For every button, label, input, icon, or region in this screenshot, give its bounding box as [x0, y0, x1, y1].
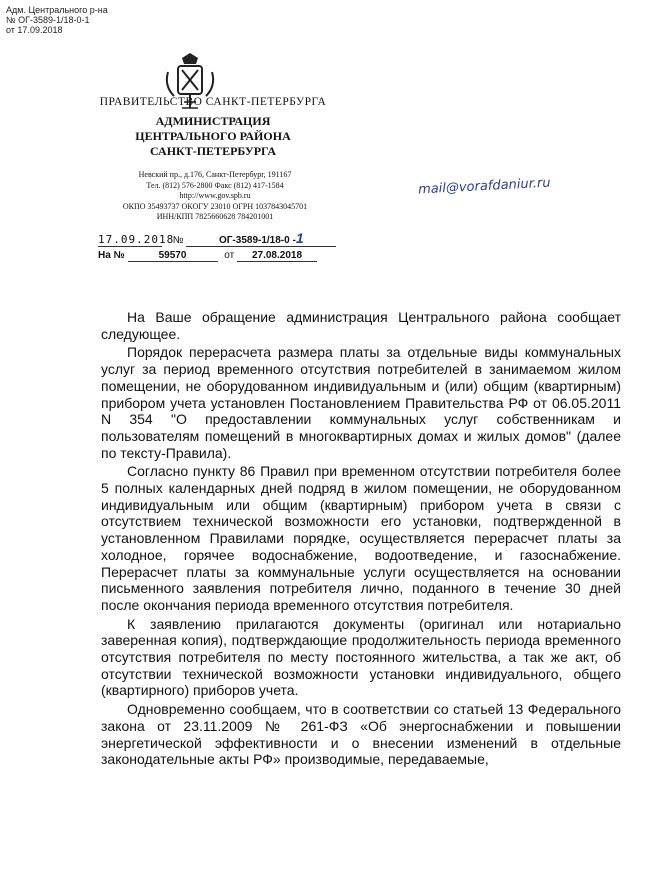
- letter-body: [101, 309, 621, 768]
- registration-stamp: [6, 5, 176, 35]
- outgoing-number: ОГ-3589-1/18-0 -: [218, 235, 296, 246]
- handwritten-email: mail@vorafdaniur.ru: [417, 175, 551, 198]
- paragraph: На Ваше обращение администрация Центрального района сообщает следующее.: [101, 309, 621, 342]
- incoming-number: 59570: [128, 250, 218, 262]
- government-title: ПРАВИТЕЛЬСТВО САНКТ-ПЕТЕРБУРГА: [99, 96, 327, 108]
- paragraph: К заявлению прилагаются документы (оригинал или нотариально заверенная копия), подтверждающие продолжительность периода временного отсутствия потребителя по месту постоянного жительства, а так же акт, об отсутствии технической возможности установки индивидуального, общего (квартирного) приборов учета.: [101, 615, 621, 699]
- admin-title-line: АДМИНИСТРАЦИЯ: [155, 114, 271, 128]
- from-label: от: [224, 250, 235, 261]
- stamp-line: от 17.09.2018: [6, 25, 63, 35]
- number-label: №: [172, 235, 184, 246]
- incoming-number-row: [98, 250, 317, 262]
- stamp-line: Адм. Центрального р-на: [6, 5, 108, 15]
- phone: Тел. (812) 576-2800 Факс (812) 417-1584: [146, 180, 284, 190]
- outgoing-number-field: [186, 230, 336, 247]
- address: Невский пр., д.176, Санкт-Петербург, 191167: [138, 170, 292, 179]
- contacts-block: [90, 170, 340, 223]
- paragraph: Согласно пункту 86 Правил при временном отсутствии потребителя более 5 полных календарных дней подряд в жилом помещении, не оборудованном индивидуальным или общим (квартирным) прибором учета в связи с отсутствием технической возможности его установки, подтвержденной в установленном Правилами порядке, осуществляется перерасчет платы за холодное, горячее водоснабжение, водоотведение, и газоснабжение. Перерасчет платы за коммунальные услуги осуществляется на основании письменного заявления потребителя лично, поданного в течение 30 дней после окончания периода временного отсутствия потребителя.: [101, 463, 621, 613]
- stamp-line: № ОГ-3589-1/18-0-1: [6, 15, 90, 25]
- outgoing-number-hand: 1: [295, 230, 304, 246]
- outgoing-date: 17.09.2018: [98, 233, 175, 246]
- outgoing-number-row: [98, 230, 336, 247]
- admin-title-line: САНКТ-ПЕТЕРБУРГА: [149, 144, 277, 158]
- paragraph: Порядок перерасчета размера платы за отдельные виды коммунальных услуг за период временного отсутствия потребителей в занимаемом жилом помещении, не оборудованном индивидуальным и (или) общим (квартирным) прибором учета установлен Постановлением Правительства РФ от 06.05.2011 N 354 "О предоставлении коммунальных услуг собственникам и пользователям помещений в многоквартирных домах и жилых домов" (далее по тексту-Правила).: [101, 344, 621, 461]
- inn-kpp: ИНН/КПП 7825660628 784201001: [156, 212, 274, 221]
- org-codes: ОКПО 35493737 ОКОГУ 23010 ОГРН 1037843045701: [122, 201, 308, 211]
- website: http://www.gov.spb.ru: [179, 191, 251, 200]
- incoming-date: 27.08.2018: [237, 250, 317, 262]
- letterhead: [78, 96, 348, 159]
- paragraph: Одновременно сообщаем, что в соответствии со статьей 13 Федерального закона от 23.11.2009 № 261-ФЗ «Об энергоснабжении и повышении энергетической эффективности и о внесении изменений в отдельные законодательные акты РФ» производимые, передаваемые,: [101, 701, 621, 768]
- on-number-label: На №: [98, 250, 125, 261]
- admin-title-line: ЦЕНТРАЛЬНОГО РАЙОНА: [135, 129, 291, 143]
